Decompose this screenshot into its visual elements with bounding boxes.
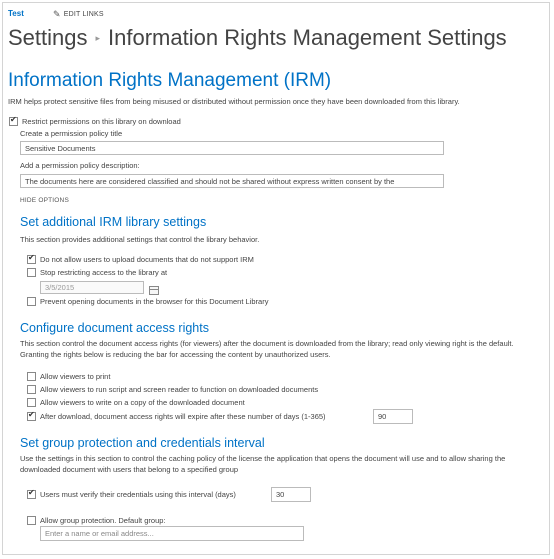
no-upload-label: Do not allow users to upload documents that do not support IRM <box>40 255 254 264</box>
allow-print-checkbox[interactable] <box>27 372 36 381</box>
prevent-open-label: Prevent opening documents in the browser for this Document Library <box>40 297 269 306</box>
group-protection-label: Allow group protection. Default group: <box>40 516 166 525</box>
library-settings-heading: Set additional IRM library settings <box>20 215 207 229</box>
verify-credentials-checkbox[interactable] <box>27 490 36 499</box>
breadcrumb-current: Information Rights Management Settings <box>108 25 507 50</box>
allow-print-label: Allow viewers to print <box>40 372 111 381</box>
verify-credentials-label: Users must verify their credentials using this interval (days) <box>40 490 236 499</box>
group-protection-text: Use the settings in this section to control the caching policy of the license the application that opens the document will use and to allow sharing the downloaded document with users that belong to a specified group <box>20 454 506 474</box>
page-frame <box>2 2 550 555</box>
policy-description-input[interactable]: The documents here are considered classified and should not be shared without express written consent by the <box>20 174 444 188</box>
page-title <box>8 25 507 51</box>
policy-title-label: Create a permission policy title <box>20 129 123 138</box>
allow-script-label: Allow viewers to run script and screen reader to function on downloaded documents <box>40 385 319 394</box>
verify-credentials-option[interactable] <box>27 490 236 499</box>
restrict-permissions-label: Restrict permissions on this library on download <box>22 117 181 126</box>
policy-title-input[interactable]: Sensitive Documents <box>20 141 444 155</box>
pencil-icon: ✎ <box>53 9 61 19</box>
access-rights-text: This section control the document access rights (for viewers) after the document is downloaded from the library; read only viewing right is the default. Granting the rights below is reducing the bar for accessing the content by unauthorized users. <box>20 339 514 359</box>
allow-script-option[interactable] <box>27 385 318 394</box>
prevent-open-option[interactable] <box>27 297 268 306</box>
prevent-open-checkbox[interactable] <box>27 297 36 306</box>
group-protection-option[interactable] <box>27 516 166 525</box>
hide-options-link[interactable]: HIDE OPTIONS <box>20 197 69 204</box>
stop-restrict-label: Stop restricting access to the library at <box>40 268 168 277</box>
no-upload-checkbox[interactable] <box>27 255 36 264</box>
stop-restrict-option[interactable] <box>27 268 167 277</box>
breadcrumb-separator-icon: ▸ <box>95 32 101 43</box>
access-rights-heading: Configure document access rights <box>20 321 209 335</box>
restrict-permissions-option[interactable] <box>9 117 181 126</box>
restrict-permissions-checkbox[interactable] <box>9 117 18 126</box>
verify-days-input[interactable]: 30 <box>271 487 311 502</box>
group-protection-heading: Set group protection and credentials interval <box>20 436 265 450</box>
allow-print-option[interactable] <box>27 372 110 381</box>
irm-description: IRM helps protect sensitive files from being misused or distributed without permission once they have been downloaded from this library. <box>8 97 460 106</box>
expire-days-input[interactable]: 90 <box>373 409 413 424</box>
edit-links-label: EDIT LINKS <box>63 11 104 18</box>
expire-label: After download, document access rights will expire after these number of days (1-365) <box>40 412 326 421</box>
allow-write-option[interactable] <box>27 398 245 407</box>
expire-option[interactable] <box>27 412 326 421</box>
allow-write-label: Allow viewers to write on a copy of the downloaded document <box>40 398 245 407</box>
no-upload-option[interactable] <box>27 255 254 264</box>
breadcrumb-settings[interactable]: Settings <box>8 25 88 50</box>
calendar-icon[interactable] <box>149 286 159 295</box>
expire-checkbox[interactable] <box>27 412 36 421</box>
allow-write-checkbox[interactable] <box>27 398 36 407</box>
policy-description-label: Add a permission policy description: <box>20 161 140 170</box>
irm-heading: Information Rights Management (IRM) <box>8 70 332 91</box>
group-protection-checkbox[interactable] <box>27 516 36 525</box>
edit-links-button[interactable] <box>53 9 104 20</box>
allow-script-checkbox[interactable] <box>27 385 36 394</box>
site-link[interactable]: Test <box>8 9 24 18</box>
library-settings-text: This section provides additional settings that control the library behavior. <box>20 235 260 244</box>
default-group-input[interactable]: Enter a name or email address... <box>40 526 304 541</box>
stop-restrict-checkbox[interactable] <box>27 268 36 277</box>
stop-restrict-date-input[interactable]: 3/5/2015 <box>40 281 144 294</box>
